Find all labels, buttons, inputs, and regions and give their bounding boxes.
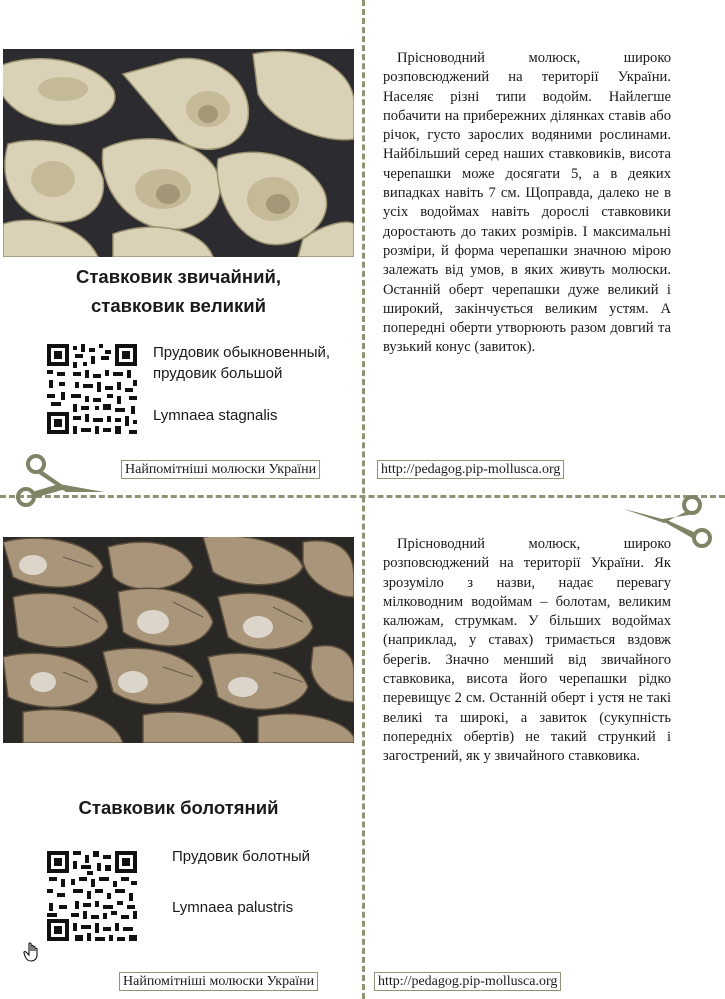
great-pond-snail-photo (3, 49, 354, 257)
footer-title-label: Найпомітніші молюски України (119, 972, 318, 991)
species-description: Прісноводний молюск, широко розповсюджений на території України. Як зрозуміло з назви, надає перевагу мілководним водоймам – болотам, великим калюжам, струмкам. У більших водоймах (наприклад, у ставах) тримається вздовж берегів. Значно менший від звичайного ставковика, висота його черепашки рідко перевищує 2 см. Останній оберт і устя не такі великі та широкі, а завиток (сукупність попередніх обертів) не такий стрункий і загострений, як у звичайного ставковика. (383, 536, 671, 765)
russian-name-line: прудовик большой (153, 365, 283, 382)
website-link[interactable]: http://pedagog.pip-mollusca.org (374, 972, 561, 991)
latin-name: Lymnaea palustris (172, 899, 294, 916)
title-line: ставковик великий (90, 295, 267, 316)
russian-name-line: Прудовик обыкновенный, (153, 344, 331, 361)
species-names (153, 342, 353, 426)
species-description: Прісноводний молюск, широко розповсюджений на території України. Населяє різні типи водойм. Найлегше побачити на прибережних ділянках ставів або річок, густо зарослих водяними рослинами. Найбільший серед наших ставковиків, висота черепашки може досягати 5, а в деяких випадках навіть 7 см. Щоправда, далеко не в усіх водоймах навіть дорослі ставковики доростають до таких розмірів. І максимальні розміри, й форма черепашки значною мірою залежать від умов, в яких живуть молюски. Останній оберт черепашки дуже великий і широкий, закінчується великим устям. А попередні оберти утворюють разом довгий та вузький конус (завиток). (383, 50, 671, 356)
hand-cursor-icon (23, 942, 41, 962)
footer-title-label: Найпомітніші молюски України (121, 460, 320, 479)
marsh-pond-snail-photo (3, 537, 354, 743)
species-title (3, 793, 354, 822)
vertical-cut-line (362, 0, 365, 999)
horizontal-cut-line (0, 495, 725, 498)
title-line: Ставковик болотяний (78, 797, 279, 818)
title-line: Ставковик звичайний, (76, 266, 281, 287)
latin-name: Lymnaea stagnalis (153, 407, 278, 424)
species-title (3, 262, 354, 320)
russian-name-line: Прудовик болотный (172, 848, 310, 865)
website-link[interactable]: http://pedagog.pip-mollusca.org (377, 460, 564, 479)
species-names (172, 846, 352, 918)
qr-code-icon (47, 344, 137, 434)
scissors-icon (14, 452, 106, 508)
qr-code-icon (47, 851, 137, 941)
